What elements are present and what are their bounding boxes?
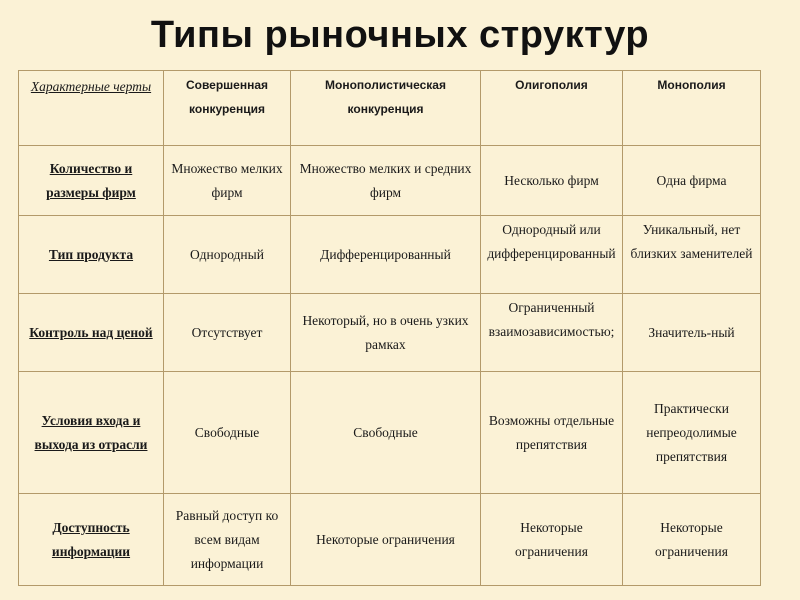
table-row	[19, 372, 761, 494]
table-cell: Уникальный, нет близких заменителей	[623, 216, 761, 294]
table-cell: Отсутствует	[164, 294, 291, 372]
header-monopolistic-competition: Монополистическая конкуренция	[291, 71, 481, 146]
table-row	[19, 146, 761, 216]
table-cell: Свободные	[291, 372, 481, 494]
table-cell: Однородный или дифференцированный	[481, 216, 623, 294]
row-label: Контроль над ценой	[19, 294, 164, 372]
table-row	[19, 216, 761, 294]
table-row	[19, 494, 761, 586]
row-label: Количество и размеры фирм	[19, 146, 164, 216]
table-cell: Одна фирма	[623, 146, 761, 216]
table-cell: Несколько фирм	[481, 146, 623, 216]
page-title: Типы рыночных структур	[150, 14, 650, 56]
table-cell: Некоторые ограничения	[623, 494, 761, 586]
table-cell: Дифференцированный	[291, 216, 481, 294]
header-monopoly: Монополия	[623, 71, 761, 146]
table-cell: Возможны отдельные препятствия	[481, 372, 623, 494]
table-cell: Значитель-ный	[623, 294, 761, 372]
table-cell: Некоторый, но в очень узких рамках	[291, 294, 481, 372]
market-structures-table	[18, 70, 761, 586]
row-label: Условия входа и выхода из отрасли	[19, 372, 164, 494]
table-cell: Множество мелких и средних фирм	[291, 146, 481, 216]
table-cell: Равный доступ ко всем видам информации	[164, 494, 291, 586]
table-cell: Некоторые ограничения	[291, 494, 481, 586]
table-cell: Однородный	[164, 216, 291, 294]
table-header-row	[19, 71, 761, 146]
header-perfect-competition: Совершенная конкуренция	[164, 71, 291, 146]
header-oligopoly: Олигополия	[481, 71, 623, 146]
table-cell: Свободные	[164, 372, 291, 494]
table-cell: Практически непреодолимые препятствия	[623, 372, 761, 494]
table-row	[19, 294, 761, 372]
row-label: Доступность информации	[19, 494, 164, 586]
row-label: Тип продукта	[19, 216, 164, 294]
table-cell: Ограниченный взаимозависимостью;	[481, 294, 623, 372]
header-features: Характерные черты	[19, 71, 164, 146]
table-cell: Множество мелких фирм	[164, 146, 291, 216]
table-cell: Некоторые ограничения	[481, 494, 623, 586]
